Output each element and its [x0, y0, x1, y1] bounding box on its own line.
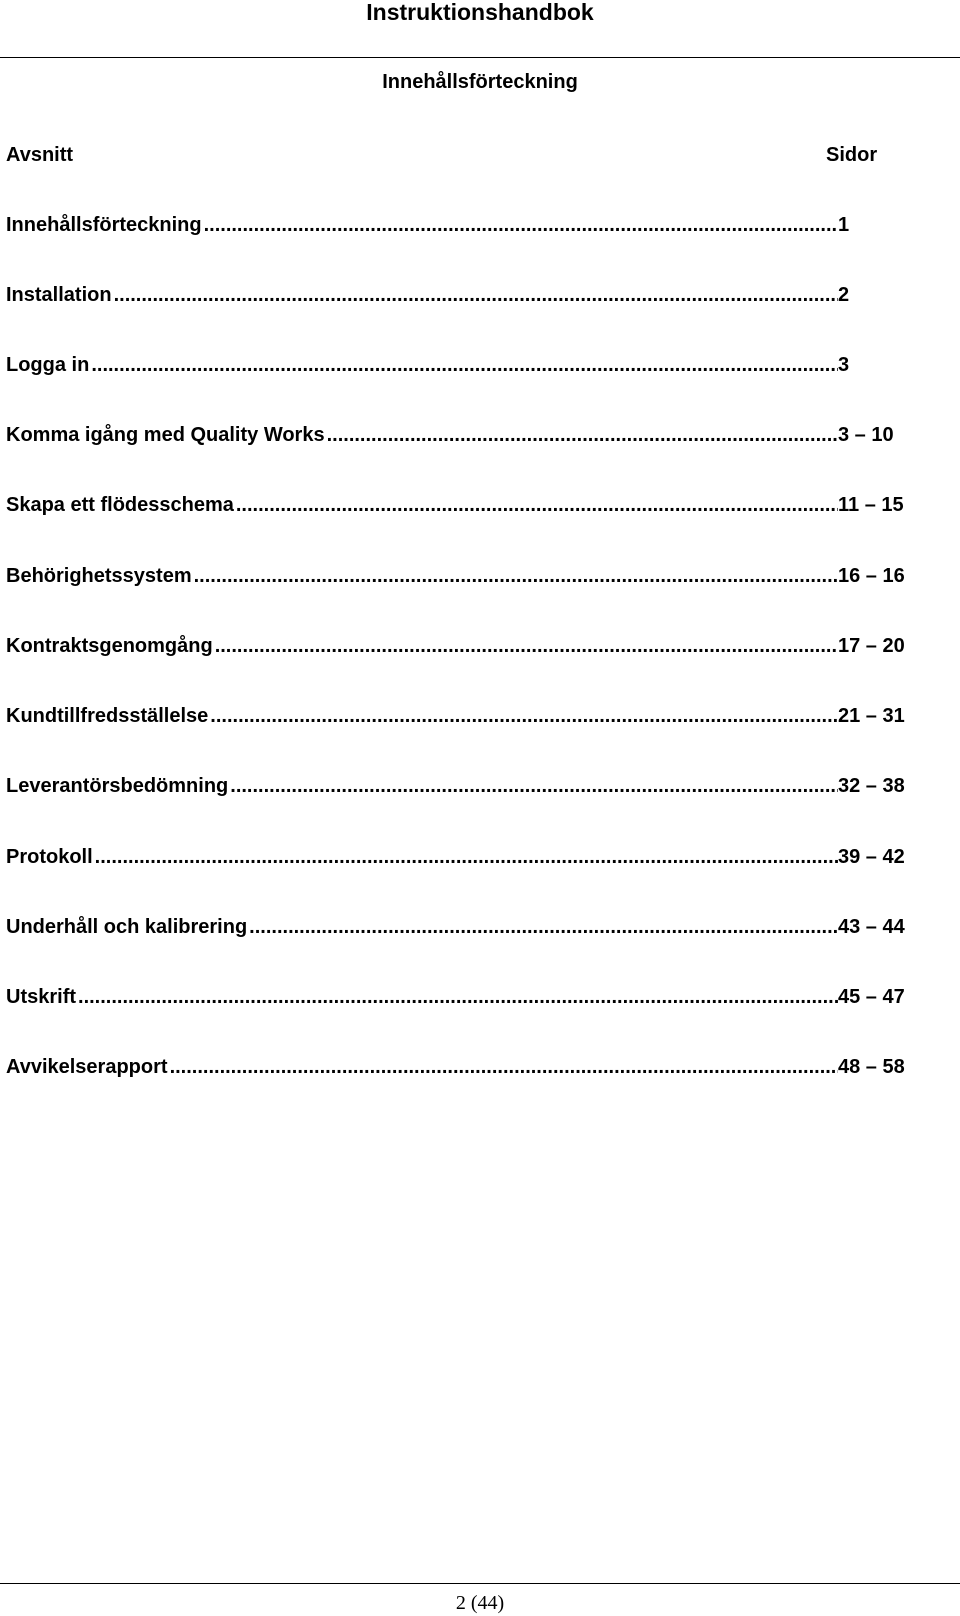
- toc-entry[interactable]: [6, 704, 906, 728]
- dot-leader: [95, 845, 838, 869]
- toc-entry-pages: 17 – 20: [838, 635, 905, 657]
- toc-entry-label: Leverantörsbedömning: [6, 775, 229, 797]
- toc-entry[interactable]: [6, 634, 906, 658]
- toc-entry-label: Komma igång med Quality Works: [6, 424, 325, 446]
- toc-entry-label: Avvikelserapport: [6, 1056, 168, 1078]
- column-header-pages: Sidor: [826, 144, 878, 166]
- toc-heading: Innehållsförteckning: [382, 71, 578, 93]
- toc-entry-pages: 45 – 47: [838, 986, 905, 1008]
- toc-entry-pages: 2: [838, 284, 850, 306]
- toc-entry[interactable]: [6, 213, 906, 237]
- footer-divider: [0, 1583, 960, 1584]
- dot-leader: [249, 915, 838, 939]
- dot-leader: [236, 493, 838, 517]
- toc-entry[interactable]: [6, 283, 906, 307]
- toc-entry-pages: 21 – 31: [838, 705, 905, 727]
- toc-entry-pages: 11 – 15: [838, 494, 904, 516]
- toc-entry[interactable]: [6, 423, 906, 447]
- dot-leader: [91, 353, 838, 377]
- toc-entry-pages: 3: [838, 354, 850, 376]
- dot-leader: [327, 423, 838, 447]
- toc-entry[interactable]: [6, 564, 906, 588]
- toc-entry-label: Kundtillfredsställelse: [6, 705, 209, 727]
- header-divider: [0, 57, 960, 58]
- toc-entry[interactable]: [6, 1055, 906, 1079]
- dot-leader: [210, 704, 838, 728]
- toc-entry-pages: 32 – 38: [838, 775, 905, 797]
- toc-entry-label: Logga in: [6, 354, 90, 376]
- toc-entry[interactable]: [6, 493, 906, 517]
- dot-leader: [78, 985, 838, 1009]
- toc-entry-pages: 43 – 44: [838, 916, 905, 938]
- toc-entry-pages: 16 – 16: [838, 565, 905, 587]
- dot-leader: [215, 634, 838, 658]
- toc-entry-pages: 48 – 58: [838, 1056, 905, 1078]
- toc-entry-pages: 1: [838, 214, 850, 236]
- toc-entry[interactable]: [6, 985, 906, 1009]
- dot-leader: [170, 1055, 838, 1079]
- toc-entry-label: Skapa ett flödesschema: [6, 494, 234, 516]
- dot-leader: [230, 774, 838, 798]
- toc-entry-label: Protokoll: [6, 846, 93, 868]
- toc-entry-pages: 39 – 42: [838, 846, 905, 868]
- column-header-section: Avsnitt: [6, 144, 74, 166]
- toc-entry-label: Installation: [6, 284, 112, 306]
- toc-entry[interactable]: [6, 353, 906, 377]
- toc-entry[interactable]: [6, 915, 906, 939]
- toc-entry-label: Innehållsförteckning: [6, 214, 202, 236]
- toc-entry-pages: 3 – 10: [838, 424, 894, 446]
- toc-entry-label: Behörighetssystem: [6, 565, 192, 587]
- document-header-title: Instruktionshandbok: [366, 0, 594, 25]
- dot-leader: [204, 213, 838, 237]
- toc-entry[interactable]: [6, 774, 906, 798]
- dot-leader: [194, 564, 838, 588]
- toc-entry-label: Underhåll och kalibrering: [6, 916, 248, 938]
- toc-entry-label: Kontraktsgenomgång: [6, 635, 213, 657]
- page-number: 2 (44): [455, 1592, 505, 1614]
- toc-entry[interactable]: [6, 845, 906, 869]
- dot-leader: [114, 283, 838, 307]
- toc-entry-label: Utskrift: [6, 986, 77, 1008]
